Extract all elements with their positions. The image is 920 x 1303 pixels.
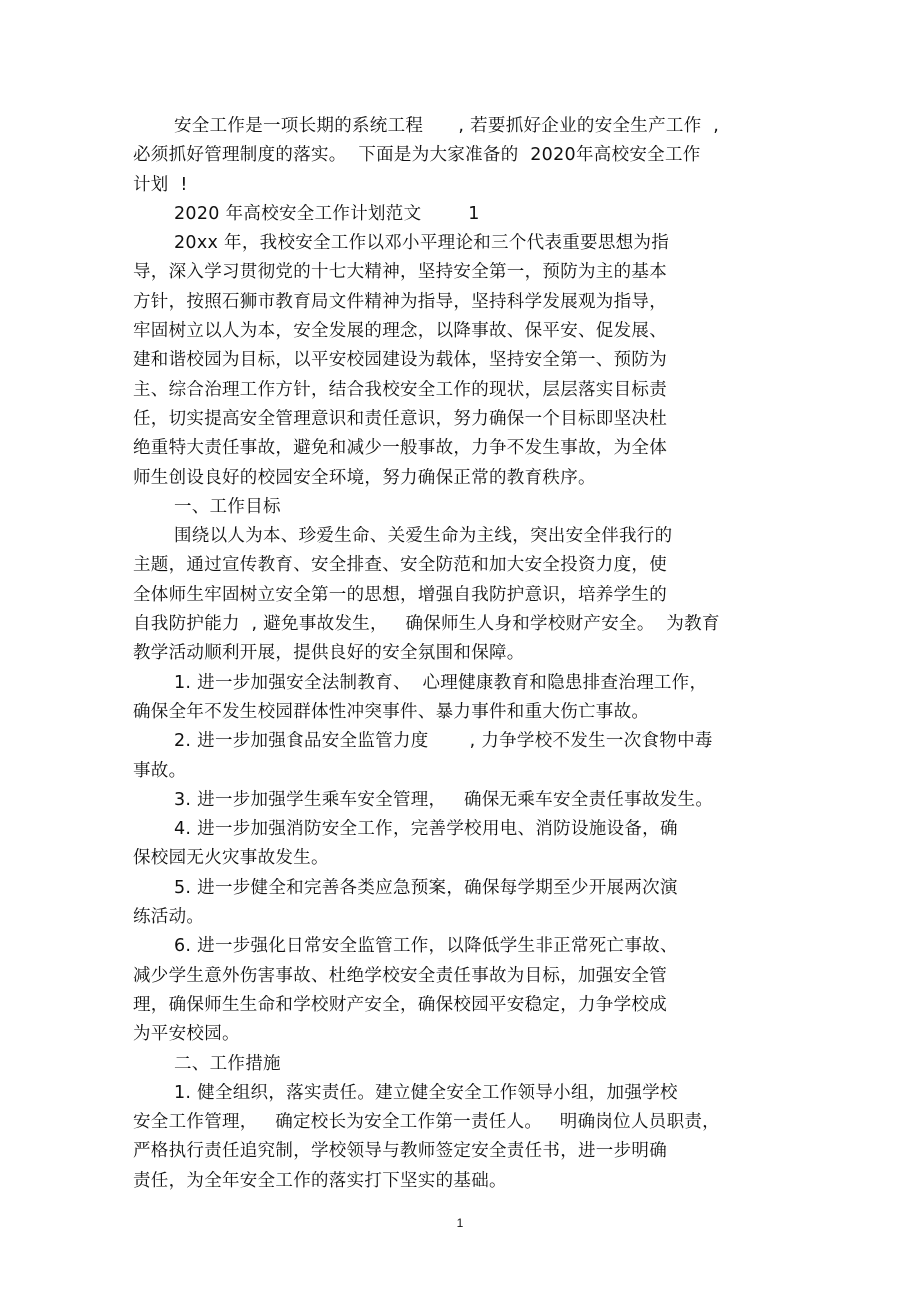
goal-item-2: 2. 进一步加强食品安全监管力度 , 力争学校不发生一次食物中毒 (174, 731, 713, 752)
section-heading-goals: 一、工作目标 (174, 496, 281, 517)
measure-item-1-cont: 安全工作管理， 确定校长为安全工作第一责任人。 明确岗位人员职责， (133, 1112, 720, 1133)
paragraph-line: 绝重特大责任事故，避免和减少一般事故，力争不发生事故，为全体 (133, 438, 667, 459)
paragraph-line: 主、综合治理工作方针，结合我校安全工作的现状，层层落实目标责 (133, 379, 667, 400)
paragraph-line: 围绕以人为本、珍爱生命、关爱生命为主线，突出安全伴我行的 (174, 526, 673, 547)
intro-line: 安全工作是一项长期的系统工程 , 若要抓好企业的安全生产工作 , (174, 116, 720, 136)
paragraph-line: 牢固树立以人为本，安全发展的理念，以降事故、保平安、促发展、 (133, 321, 667, 342)
paragraph-line: 全体师生牢固树立安全第一的思想，增强自我防护意识，培养学生的 (133, 584, 667, 605)
goal-item-3: 3. 进一步加强学生乘车安全管理， 确保无乘车安全责任事故发生。 (174, 789, 714, 810)
goal-item-4: 4. 进一步加强消防安全工作，完善学校用电、消防设施设备，确 (174, 819, 678, 840)
paragraph-line: 导，深入学习贯彻党的十七大精神，坚持安全第一，预防为主的基本 (133, 262, 667, 283)
paragraph-line: 师生创设良好的校园安全环境，努力确保正常的教育秩序。 (133, 467, 596, 488)
paragraph-line: 20xx 年，我校安全工作以邓小平理论和三个代表重要思想为指 (174, 233, 670, 254)
goal-item-5: 5. 进一步健全和完善各类应急预案，确保每学期至少开展两次演 (174, 877, 678, 898)
goal-item-6-cont: 为平安校园。 (133, 1024, 240, 1045)
paragraph-line: 方针，按照石狮市教育局文件精神为指导，坚持科学发展观为指导， (133, 291, 667, 312)
section-heading-measures: 二、工作措施 (174, 1053, 281, 1074)
document-body (133, 112, 773, 1196)
measure-item-1-cont: 责任，为全年安全工作的落实打下坚实的基础。 (133, 1170, 507, 1191)
intro-line: 计划 ! (133, 174, 188, 195)
measure-item-1-cont: 严格执行责任追究制，学校领导与教师签定安全责任书，进一步明确 (133, 1141, 667, 1162)
intro-line: 必须抓好管理制度的落实。 下面是为大家准备的 2020年高校安全工作 (133, 145, 701, 166)
paragraph-line: 任，切实提高安全管理意识和责任意识，努力确保一个目标即坚决杜 (133, 408, 667, 429)
goal-item-2-cont: 事故。 (133, 760, 187, 781)
measure-item-1: 1. 健全组织，落实责任。建立健全安全工作领导小组，加强学校 (174, 1082, 678, 1103)
goal-item-1: 1. 进一步加强安全法制教育、 心理健康教育和隐患排查治理工作， (174, 672, 708, 693)
goal-item-6: 6. 进一步强化日常安全监管工作，以降低学生非正常死亡事故、 (174, 936, 678, 957)
goal-item-4-cont: 保校园无火灾事故发生。 (133, 848, 329, 869)
goal-item-5-cont: 练活动。 (133, 907, 205, 928)
goal-item-6-cont: 减少学生意外伤害事故、杜绝学校安全责任事故为目标，加强安全管 (133, 965, 667, 986)
document-title: 2020 年高校安全工作计划范文 1 (174, 203, 480, 224)
paragraph-line: 教学活动顺利开展，提供良好的安全氛围和保障。 (133, 643, 525, 664)
paragraph-line: 建和谐校园为目标，以平安校园建设为载体，坚持安全第一、预防为 (133, 350, 667, 371)
page-number: 1 (456, 1216, 464, 1230)
paragraph-line: 主题，通过宣传教育、安全排查、安全防范和加大安全投资力度，使 (133, 555, 667, 576)
goal-item-1-cont: 确保全年不发生校园群体性冲突事件、暴力事件和重大伤亡事故。 (133, 701, 650, 722)
paragraph-line: 自我防护能力 , 避免事故发生， 确保师生人身和学校财产安全。 为教育 (133, 614, 720, 635)
goal-item-6-cont: 理，确保师生生命和学校财产安全，确保校园平安稳定，力争学校成 (133, 994, 667, 1015)
